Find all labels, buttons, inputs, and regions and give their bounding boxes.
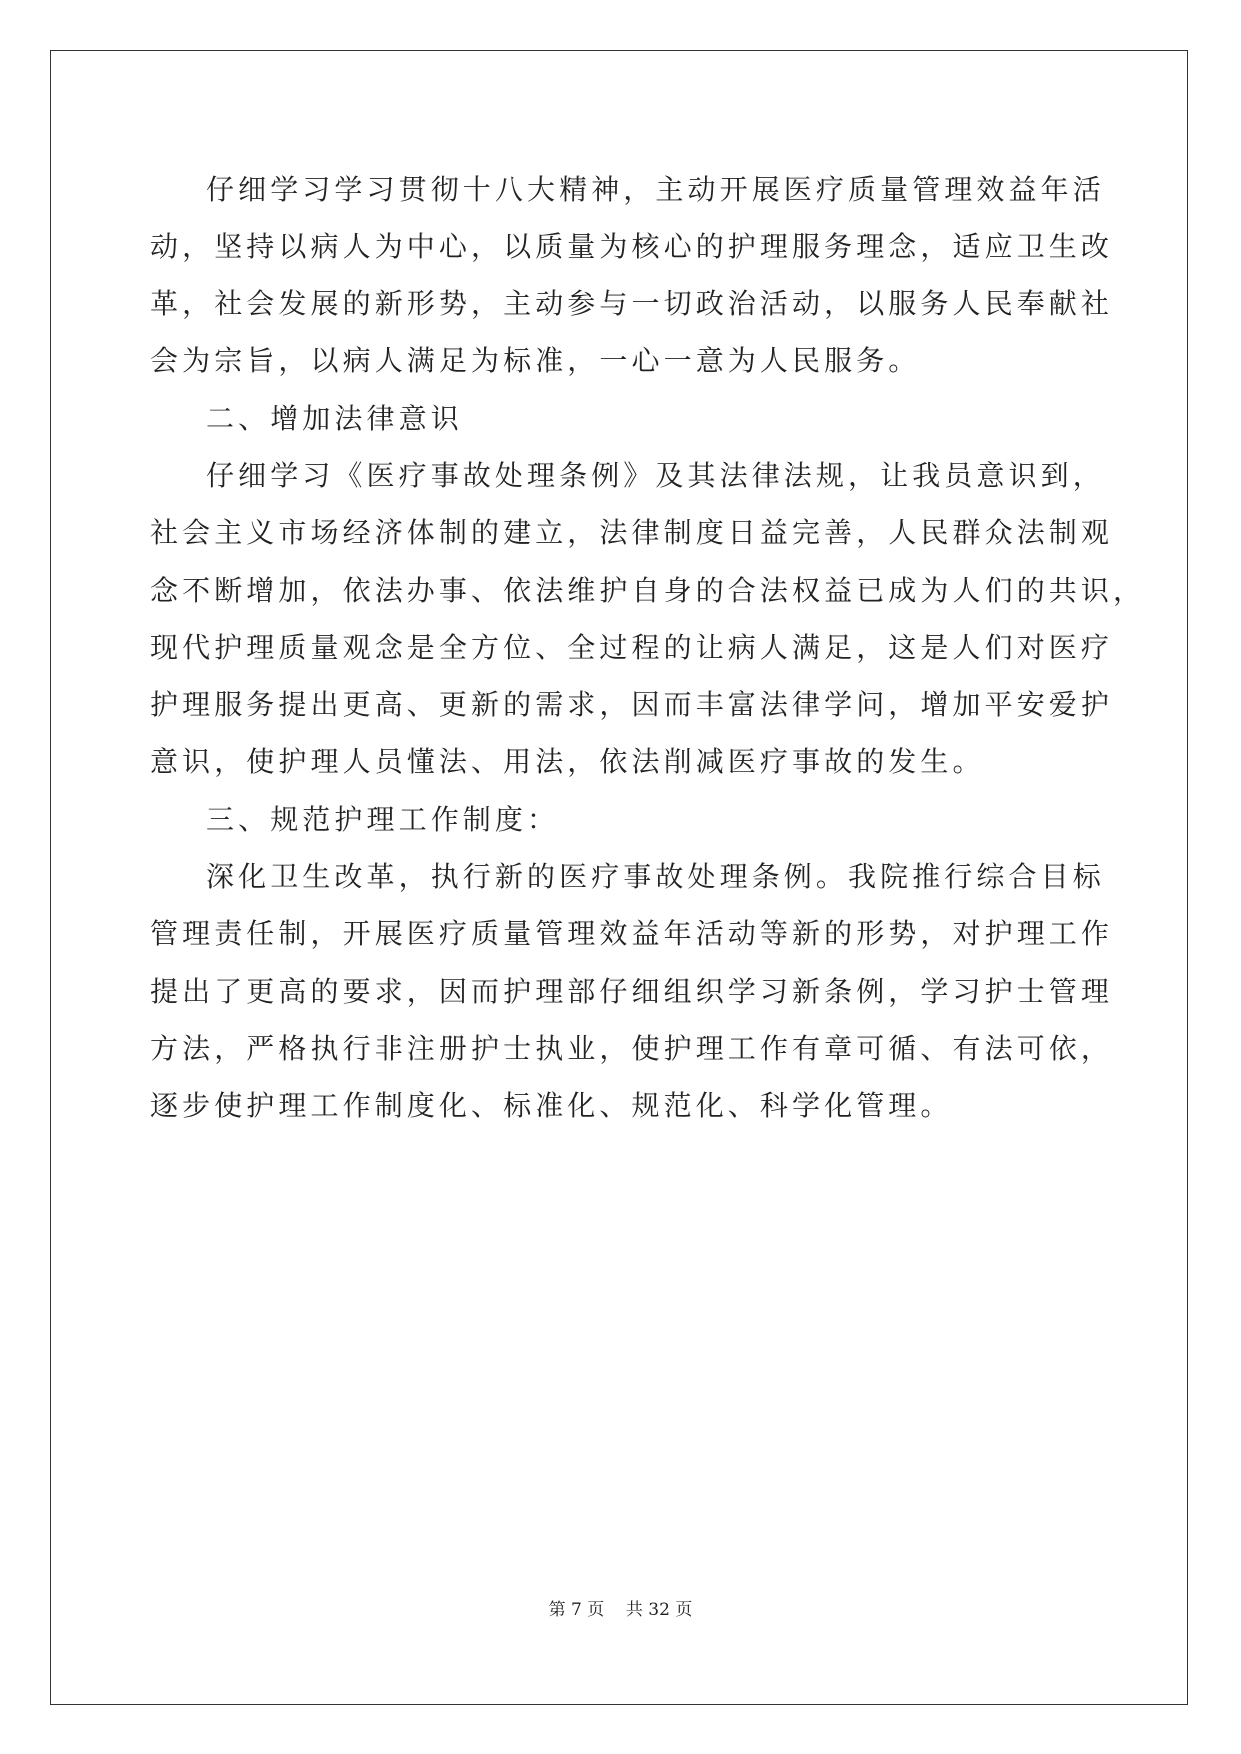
paragraph-line: 现代护理质量观念是全方位、全过程的让病人满足，这是人们对医疗: [150, 631, 1114, 664]
paragraph-line: 深化卫生改革，执行新的医疗事故处理条例。我院推行综合目标: [206, 860, 1105, 893]
paragraph-line: 逐步使护理工作制度化、标准化、规范化、科学化管理。: [150, 1089, 953, 1122]
section-heading: 二、增加法律意识: [206, 402, 463, 435]
paragraph-line: 念不断增加，依法办事、依法维护自身的合法权益已成为人们的共识，: [150, 574, 1146, 607]
paragraph-line: 会为宗旨，以病人满足为标准，一心一意为人民服务。: [150, 344, 921, 377]
paragraph-line: 动，坚持以病人为中心，以质量为核心的护理服务理念，适应卫生改: [150, 230, 1114, 263]
paragraph-line: 提出了更高的要求，因而护理部仔细组织学习新条例，学习护士管理: [150, 975, 1114, 1008]
paragraph-line: 管理责任制，开展医疗质量管理效益年活动等新的形势，对护理工作: [150, 917, 1114, 950]
paragraph-line: 意识，使护理人员懂法、用法，依法削减医疗事故的发生。: [150, 745, 985, 778]
paragraph-line: 仔细学习《医疗事故处理条例》及其法律法规，让我员意识到，: [206, 459, 1105, 492]
paragraph-line: 社会主义市场经济体制的建立，法律制度日益完善，人民群众法制观: [150, 516, 1114, 549]
paragraph-line: 方法，严格执行非注册护士执业，使护理工作有章可循、有法可依，: [150, 1032, 1114, 1065]
page-number-footer: 第 7 页 共 32 页: [548, 1600, 693, 1620]
paragraph-line: 护理服务提出更高、更新的需求，因而丰富法律学问，增加平安爱护: [150, 688, 1114, 721]
paragraph-line: 革，社会发展的新形势，主动参与一切政治活动，以服务人民奉献社: [150, 287, 1114, 320]
paragraph-line: 仔细学习学习贯彻十八大精神，主动开展医疗质量管理效益年活: [206, 173, 1105, 206]
section-heading: 三、规范护理工作制度：: [206, 803, 560, 836]
